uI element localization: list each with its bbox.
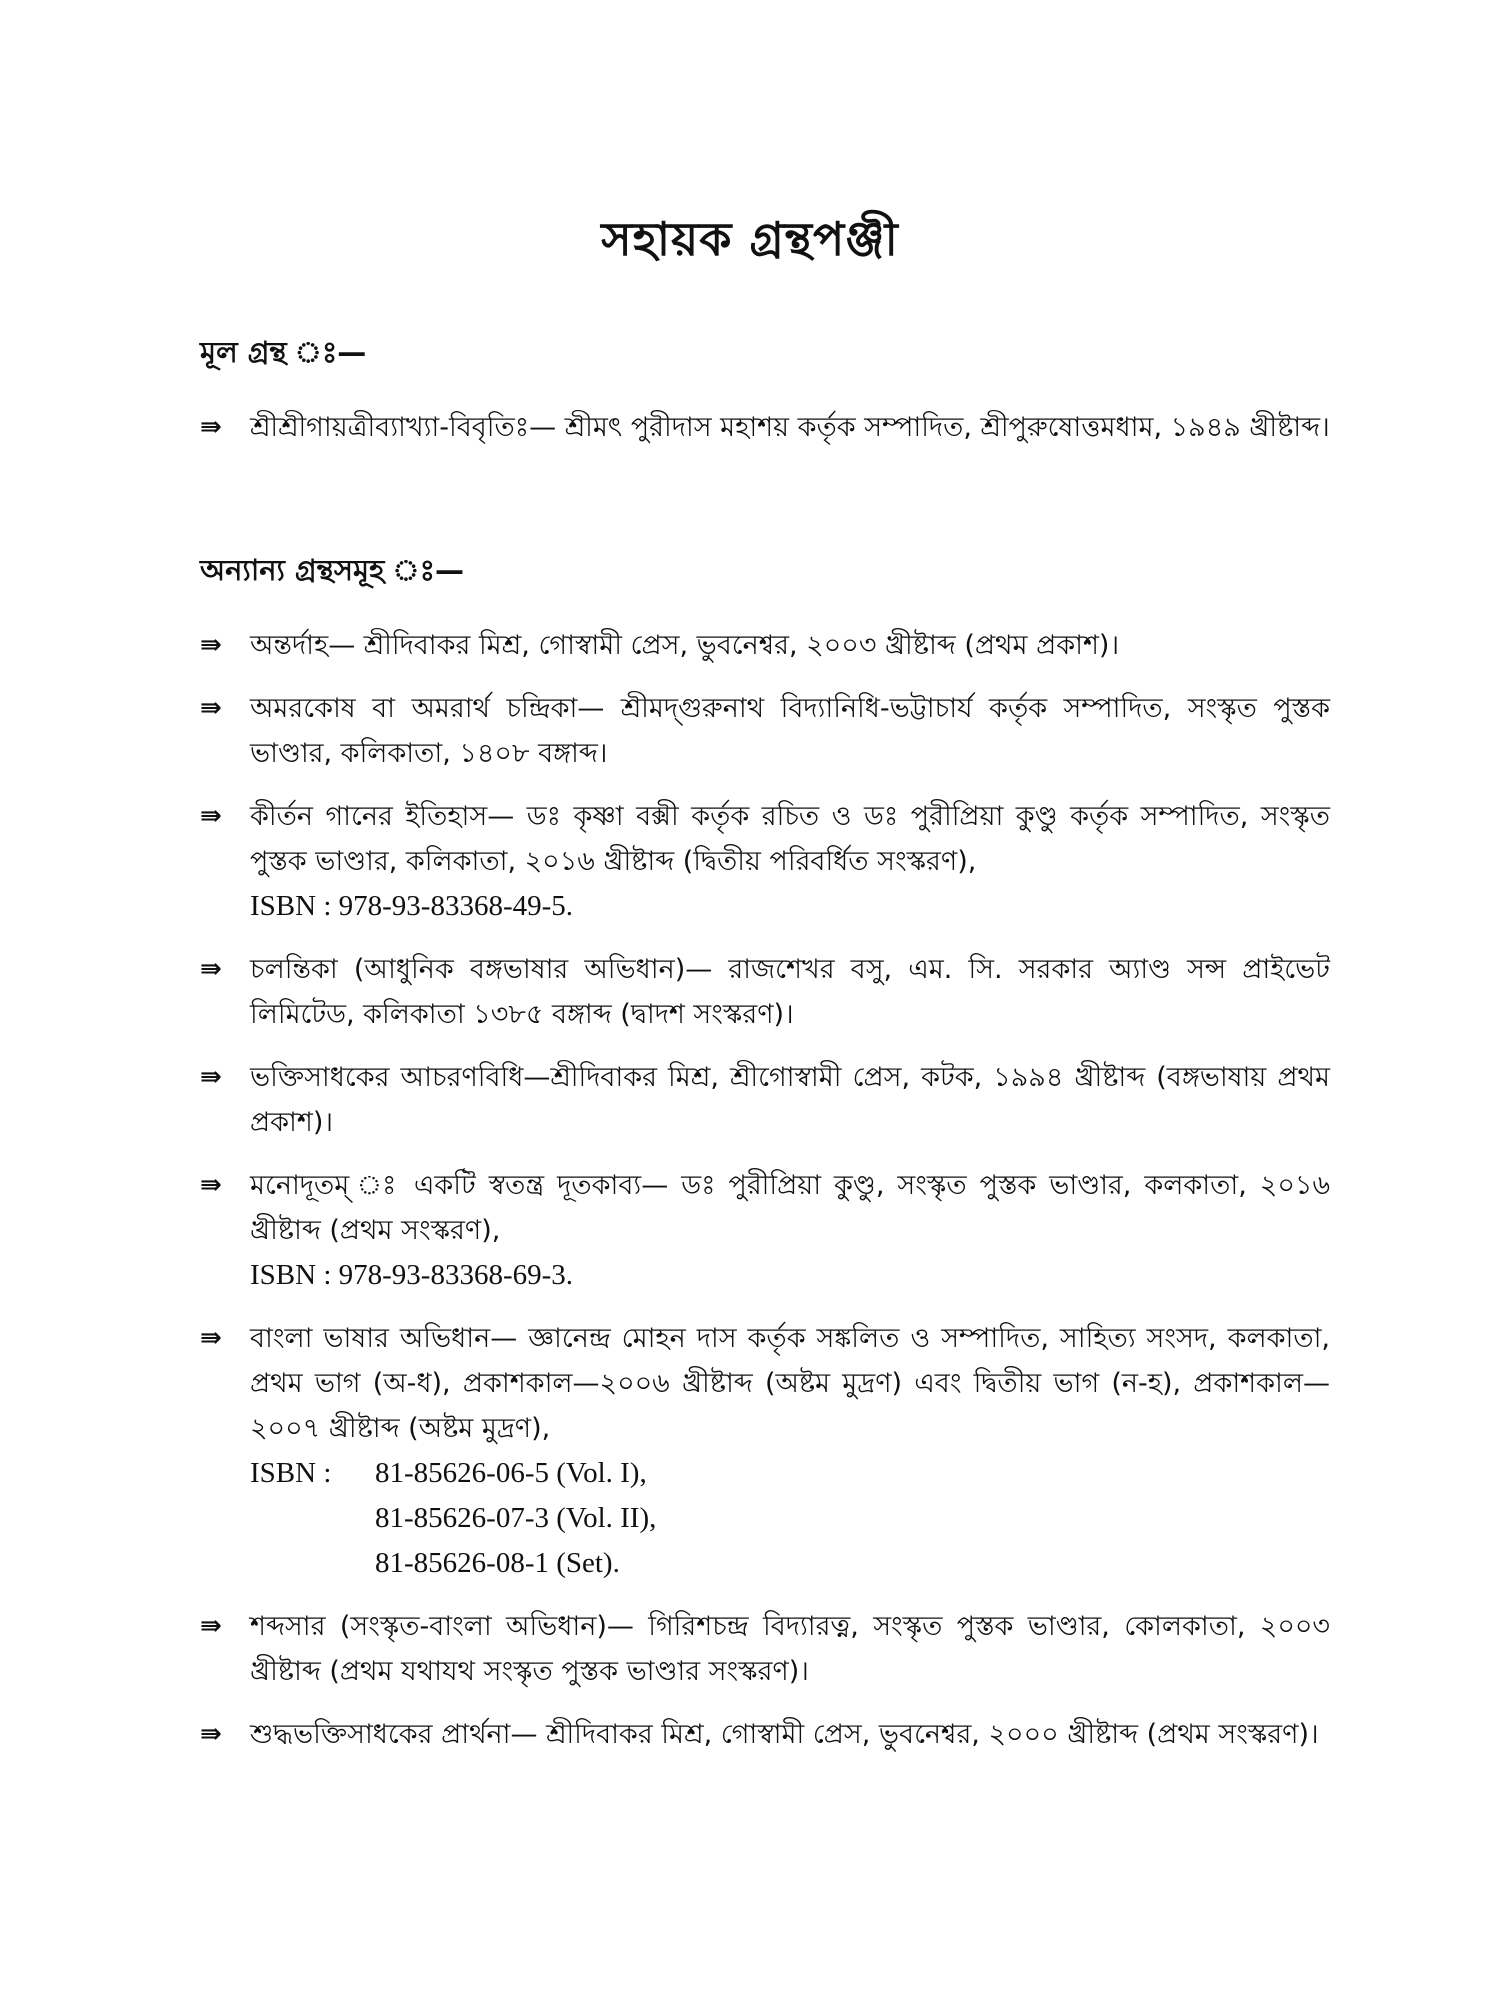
entry-text: শ্রীশ্রীগায়ত্রীব্যাখ্যা-বিবৃতিঃ— শ্রীমৎ পুরীদাস মহাশয় কর্তৃক সম্পাদিত, শ্রীপুরুষোত্তমধাম, ১৯৪৯ খ্রীষ্টাব্দ। [250,412,1330,443]
primary-sources-section [200,330,1330,468]
isbn-number: 81-85626-07-3 (Vol. II), [375,1502,657,1534]
isbn-label: ISBN : [250,1457,332,1489]
bibliography-entry [200,1163,1330,1298]
primary-entry [200,405,1330,450]
entry-text: মনোদূতম্ ঃ একটি স্বতন্ত্র দূতকাব্য— ডঃ পুরীপ্রিয়া কুণ্ডু, সংস্কৃত পুস্তক ভাণ্ডার, কলকাতা, ২০১৬ খ্রীষ্টাব্দ (প্রথম সংস্করণ), [250,1170,1330,1246]
entry-text: শব্দসার (সংস্কৃত-বাংলা অভিধান)— গিরিশচন্দ্র বিদ্যারত্ন, সংস্কৃত পুস্তক ভাণ্ডার, কোলকাতা, ২০০৩ খ্রীষ্টাব্দ (প্রথম যথাযথ সংস্কৃত পুস্তক ভাণ্ডার সংস্করণ)। [250,1611,1330,1687]
page-title: সহায়ক গ্রন্থপঞ্জী [601,212,899,266]
bibliography-entry [200,1316,1330,1586]
entry-text: কীর্তন গানের ইতিহাস— ডঃ কৃষ্ণা বক্সী কর্তৃক রচিত ও ডঃ পুরীপ্রিয়া কুণ্ডু কর্তৃক সম্পাদিত, সংস্কৃত পুস্তক ভাণ্ডার, কলিকাতা, ২০১৬ খ্রীষ্টাব্দ (দ্বিতীয় পরিবর্ধিত সংস্করণ), [250,801,1330,877]
arrow-icon: ⇛ [200,1719,222,1749]
arrow-icon: ⇛ [200,1062,222,1092]
entry-text: চলন্তিকা (আধুনিক বঙ্গভাষার অভিধান)— রাজশেখর বসু, এম. সি. সরকার অ্যাণ্ড সন্স প্রাইভেট লিমিটেড, কলিকাতা ১৩৮৫ বঙ্গাব্দ (দ্বাদশ সংস্করণ)। [250,954,1330,1030]
arrow-icon: ⇛ [200,1611,222,1641]
arrow-icon: ⇛ [200,801,222,831]
bibliography-entry [200,1712,1330,1757]
isbn-number: ISBN : 978-93-83368-49-5. [250,890,574,922]
arrow-icon: ⇛ [200,1170,222,1200]
entry-text: বাংলা ভাষার অভিধান— জ্ঞানেন্দ্র মোহন দাস কর্তৃক সঙ্কলিত ও সম্পাদিত, সাহিত্য সংসদ, কলকাতা, প্রথম ভাগ (অ-ধ), প্রকাশকাল—২০০৬ খ্রীষ্টাব্দ (অষ্টম মুদ্রণ) এবং দ্বিতীয় ভাগ (ন-হ), প্রকাশকাল—২০০৭ খ্রীষ্টাব্দ (অষ্টম মুদ্রণ), [250,1323,1330,1444]
bibliography-entry [200,947,1330,1037]
entry-text: শুদ্ধভক্তিসাধকের প্রার্থনা— শ্রীদিবাকর মিশ্র, গোস্বামী প্রেস, ভুবনেশ্বর, ২০০০ খ্রীষ্টাব্দ (প্রথম সংস্করণ)। [250,1719,1319,1750]
bibliography-entry [200,794,1330,929]
bibliography-entry [200,1604,1330,1694]
other-sources-heading: অন্যান্য গ্রন্থসমূহ ঃ— [200,553,465,587]
isbn-number: 81-85626-08-1 (Set). [375,1547,620,1579]
other-sources-section [200,548,1330,1775]
arrow-icon: ⇛ [200,412,222,442]
bibliography-entry [200,1055,1330,1145]
arrow-icon: ⇛ [200,693,222,723]
entry-text: ভক্তিসাধকের আচরণবিধি—শ্রীদিবাকর মিশ্র, শ্রীগোস্বামী প্রেস, কটক, ১৯৯৪ খ্রীষ্টাব্দ (বঙ্গভাষায় প্রথম প্রকাশ)। [250,1062,1330,1138]
bibliography-entry [200,686,1330,776]
entry-text: অন্তর্দাহ— শ্রীদিবাকর মিশ্র, গোস্বামী প্রেস, ভুবনেশ্বর, ২০০৩ খ্রীষ্টাব্দ (প্রথম প্রকাশ)। [250,630,1120,661]
isbn-list [250,1451,1330,1586]
primary-sources-heading: মূল গ্রন্থ ঃ— [200,335,367,369]
entry-text: অমরকোষ বা অমরার্থ চন্দ্রিকা— শ্রীমদ্গুরুনাথ বিদ্যানিধি-ভট্টাচার্য কর্তৃক সম্পাদিত, সংস্কৃত পুস্তক ভাণ্ডার, কলিকাতা, ১৪০৮ বঙ্গাব্দ। [250,693,1330,769]
isbn-number: 81-85626-06-5 (Vol. I), [375,1457,647,1489]
isbn-number: ISBN : 978-93-83368-69-3. [250,1259,574,1291]
bibliography-entry [200,623,1330,668]
arrow-icon: ⇛ [200,954,222,984]
arrow-icon: ⇛ [200,630,222,660]
arrow-icon: ⇛ [200,1323,222,1353]
